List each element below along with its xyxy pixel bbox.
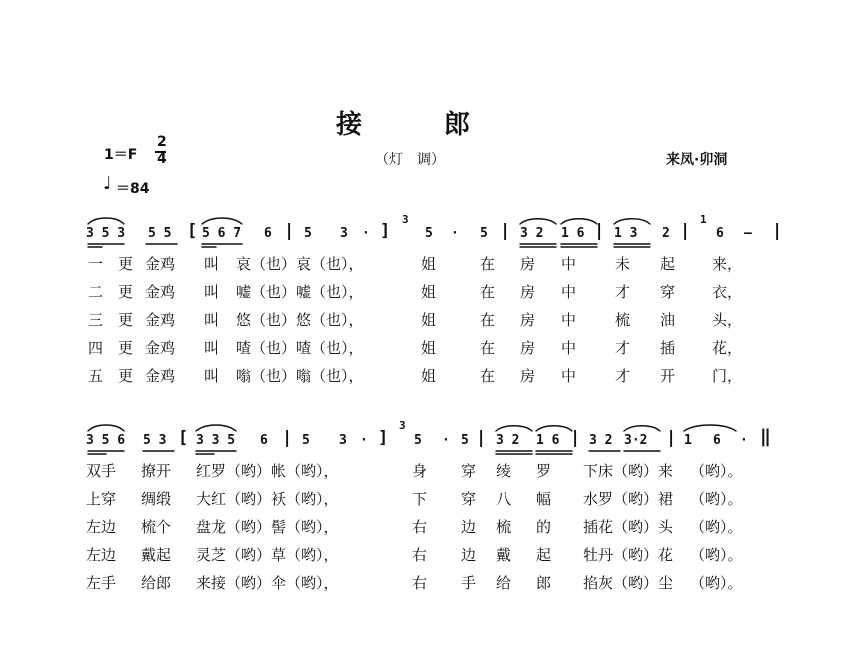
lyric: 金鸡 (145, 339, 176, 357)
lyric: 盘龙（哟）髻（哟）， (196, 518, 339, 536)
lyric: 插 (660, 339, 676, 357)
lyric: 才 (615, 367, 631, 385)
lyric: 中 (561, 367, 577, 385)
meter-change-3: 3 (399, 419, 406, 432)
lyric: 叫 (204, 339, 220, 357)
lyric: 牡丹（哟）花 (583, 546, 674, 564)
lyric: 房 (520, 367, 536, 385)
time-signature-bottom: 4 (157, 151, 167, 167)
lyric: 房 (520, 311, 536, 329)
lyric: （哟）。 (690, 462, 743, 480)
lyric: 梳个 (141, 518, 172, 536)
barline: | (476, 428, 487, 448)
lyric: 叫 (204, 311, 220, 329)
lyric: 在 (480, 367, 496, 385)
note: 5 (414, 433, 422, 448)
note-group: 3 2 (520, 226, 544, 241)
dot: · (740, 433, 748, 448)
barline: | (284, 221, 295, 241)
lyric: 在 (480, 283, 496, 301)
lyric: 才 (615, 283, 631, 301)
lyric: 更 (118, 311, 134, 329)
note: 5 (302, 433, 310, 448)
lyric: 中 (561, 255, 577, 273)
dot: · (451, 226, 459, 241)
lyric: 边 (461, 546, 477, 564)
lyric: 给郎 (141, 574, 172, 592)
lyric: 头， (712, 311, 743, 329)
slur-mark (496, 426, 532, 431)
note-group: 1 3 (614, 226, 638, 241)
dot: · (360, 433, 368, 448)
lyric: 姐 (421, 311, 437, 329)
barline: | (500, 221, 511, 241)
lyric: 三 (88, 311, 104, 329)
lyric: 右 (412, 518, 428, 536)
lyric: 中 (561, 311, 577, 329)
lyric: 罗 (536, 462, 552, 480)
lyric: 金鸡 (145, 255, 176, 273)
slur-mark (684, 425, 736, 431)
lyric: 给 (496, 574, 512, 592)
time-signature-top: 2 (157, 134, 167, 150)
lyric: 右 (412, 574, 428, 592)
lyric: 更 (118, 283, 134, 301)
note: 5 (425, 226, 433, 241)
lyric: 戴起 (141, 546, 172, 564)
lyric: 左边 (86, 546, 117, 564)
lyric: 花， (712, 339, 743, 357)
note-group: 3 5 6 (86, 433, 126, 448)
lyric: 郎 (536, 574, 552, 592)
lyric: 更 (118, 339, 134, 357)
key-signature: 1＝F (104, 147, 138, 163)
lyric: 一 (88, 255, 104, 273)
final-barline: ‖ (760, 426, 771, 447)
dash: — (744, 226, 752, 241)
barline: | (282, 428, 293, 448)
lyric: 金鸡 (145, 311, 176, 329)
lyric: 叫 (204, 255, 220, 273)
lyric: 双手 (86, 462, 117, 480)
genre-label: （灯 调） (375, 152, 445, 168)
note-group: 1 6 (561, 226, 585, 241)
lyric: 金鸡 (145, 283, 176, 301)
lyric: （哟）。 (690, 518, 743, 536)
repeat-start-symbol: [ (178, 428, 189, 448)
barline: | (680, 221, 691, 241)
note: 1 (684, 433, 692, 448)
lyric: 穿 (461, 462, 477, 480)
meter-change-3: 3 (402, 213, 409, 226)
note-group: 3 5 3 (86, 226, 126, 241)
lyric: 右 (412, 546, 428, 564)
lyric: （哟）。 (690, 490, 743, 508)
lyric: 水罗（哟）裙 (583, 490, 674, 508)
slur-mark (624, 426, 660, 431)
lyric: 下床（哟）来 (583, 462, 674, 480)
lyric: （哟）。 (690, 546, 743, 564)
slur-mark (88, 218, 124, 224)
lyric: 身 (412, 462, 428, 480)
note-group: 3·2 (624, 433, 648, 448)
song-title: 接 郎 (336, 110, 472, 140)
lyric: 的 (536, 518, 552, 536)
lyric: 在 (480, 311, 496, 329)
barline: | (666, 428, 677, 448)
lyric: 衣， (712, 283, 743, 301)
note-group: 3 3 5 (196, 433, 236, 448)
lyric: 五 (88, 367, 104, 385)
dot: · (362, 226, 370, 241)
lyric: 更 (118, 367, 134, 385)
slur-mark (520, 219, 556, 224)
lyric: 嗡（也）嗡（也）， (236, 367, 364, 385)
lyric: 未 (615, 255, 631, 273)
slur-mark (561, 219, 597, 224)
lyric: 姐 (421, 339, 437, 357)
slur-mark (614, 219, 650, 224)
meter-change-1: 1 (700, 213, 707, 226)
lyric: 戴 (496, 546, 512, 564)
lyric: 才 (615, 339, 631, 357)
note-group: 5 3 (143, 433, 167, 448)
lyric: 在 (480, 255, 496, 273)
lyric: 绸缎 (141, 490, 172, 508)
lyric: 喳（也）喳（也）， (236, 339, 364, 357)
lyric: 撩开 (141, 462, 172, 480)
barline: | (594, 221, 605, 241)
lyric: 姐 (421, 283, 437, 301)
lyric: 起 (660, 255, 676, 273)
lyric: （哟）。 (690, 574, 743, 592)
note: 3 (340, 226, 348, 241)
dot: · (442, 433, 450, 448)
lyric: 梳 (496, 518, 512, 536)
lyric: 更 (118, 255, 134, 273)
note: 5 (461, 433, 469, 448)
lyric: 边 (461, 518, 477, 536)
repeat-start-symbol: [ (187, 221, 198, 241)
lyric: 油 (660, 311, 676, 329)
note: 3 (339, 433, 347, 448)
lyric: 房 (520, 339, 536, 357)
lyric: 上穿 (86, 490, 117, 508)
lyric: 中 (561, 283, 577, 301)
lyric: 哀（也）哀（也）， (236, 255, 364, 273)
lyric: 姐 (421, 367, 437, 385)
lyric: 二 (88, 283, 104, 301)
lyric: 穿 (461, 490, 477, 508)
lyric: 房 (520, 283, 536, 301)
tempo-note-icon: ♩ (103, 173, 112, 194)
barline: | (772, 221, 783, 241)
note: 6 (264, 226, 272, 241)
lyric: 手 (461, 574, 477, 592)
slur-mark (196, 425, 236, 431)
note: 2 (662, 226, 670, 241)
lyric: 来接（哟）伞（哟）， (196, 574, 339, 592)
barline: | (570, 428, 581, 448)
lyric: 叫 (204, 283, 220, 301)
lyric: 左手 (86, 574, 117, 592)
note-group: 3 2 (589, 433, 613, 448)
lyric: 在 (480, 339, 496, 357)
lyric: 大红（哟）袄（哟）， (196, 490, 339, 508)
slur-mark (536, 426, 572, 431)
lyric: 八 (496, 490, 512, 508)
note: 5 (304, 226, 312, 241)
note-group: 1 6 (536, 433, 560, 448)
lyric: 叫 (204, 367, 220, 385)
slur-mark (202, 218, 242, 224)
lyric: 梳 (615, 311, 631, 329)
lyric: 红罗（哟）帐（哟）， (196, 462, 339, 480)
note: 6 (260, 433, 268, 448)
lyric: 起 (536, 546, 552, 564)
tempo-value: ＝84 (116, 181, 150, 197)
lyric: 左边 (86, 518, 117, 536)
lyric: 嘘（也）嘘（也）， (236, 283, 364, 301)
lyric: 金鸡 (145, 367, 176, 385)
lyric: 开 (660, 367, 676, 385)
repeat-end-symbol: ] (378, 428, 389, 448)
note: 5 (480, 226, 488, 241)
lyric: 姐 (421, 255, 437, 273)
lyric: 穿 (660, 283, 676, 301)
lyric: 下 (412, 490, 428, 508)
lyric: 四 (88, 339, 104, 357)
note: 6 (716, 226, 724, 241)
lyric: 房 (520, 255, 536, 273)
lyric: 悠（也）悠（也）， (236, 311, 364, 329)
slur-mark (88, 425, 124, 431)
lyric: 绫 (496, 462, 512, 480)
repeat-end-symbol: ] (380, 221, 391, 241)
lyric: 灵芝（哟）草（哟）， (196, 546, 339, 564)
note: 6 (713, 433, 721, 448)
source-label: 来凤·卯洞 (666, 152, 728, 168)
lyric: 门， (712, 367, 743, 385)
note-group: 5 6 7 (202, 226, 242, 241)
lyric: 掐灰（哟）尘 (583, 574, 674, 592)
lyric: 来， (712, 255, 743, 273)
note-group: 3 2 (496, 433, 520, 448)
lyric: 幅 (536, 490, 552, 508)
note-group: 5 5 (148, 226, 172, 241)
lyric: 中 (561, 339, 577, 357)
lyric: 插花（哟）头 (583, 518, 674, 536)
